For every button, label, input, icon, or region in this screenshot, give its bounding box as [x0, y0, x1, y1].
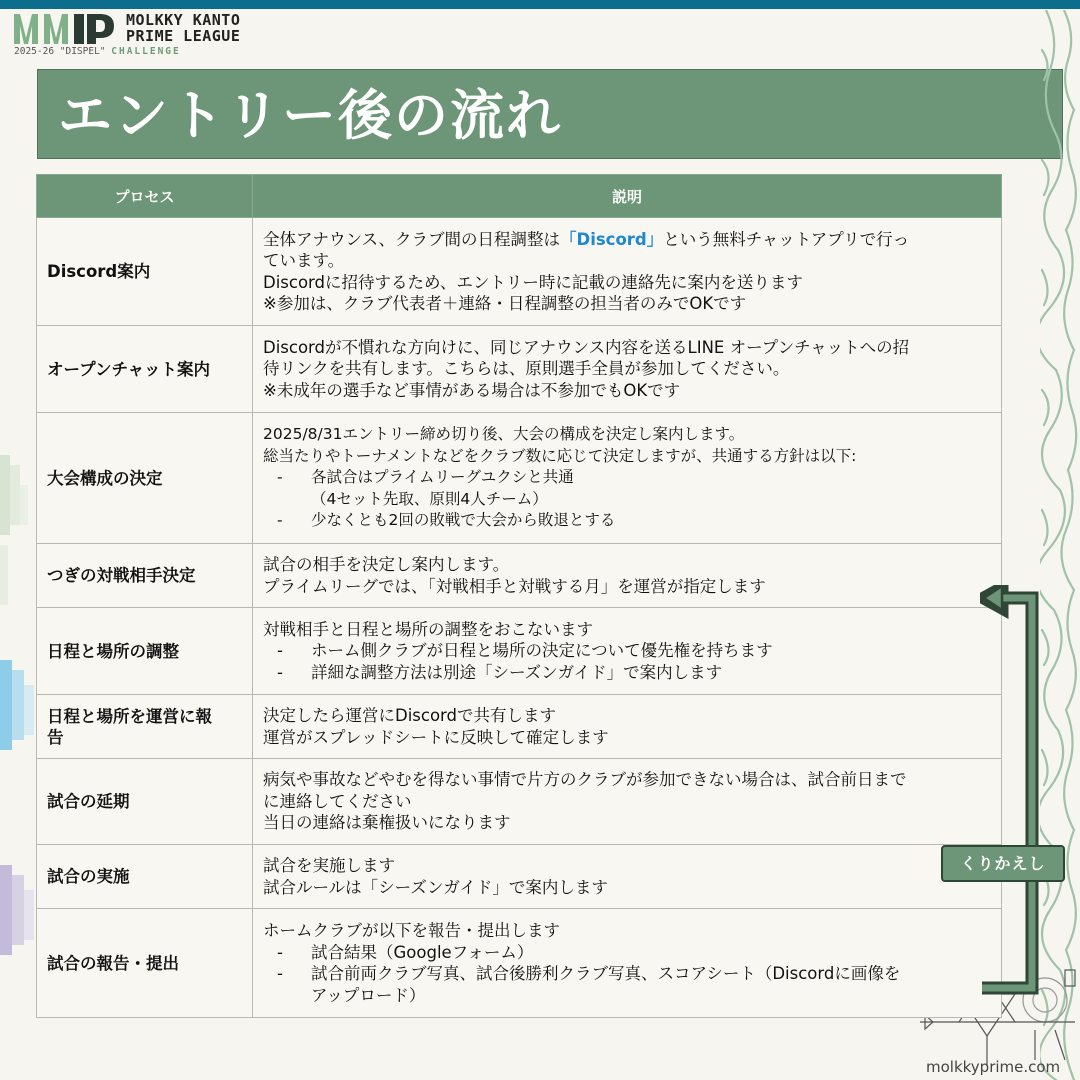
process-description	[253, 544, 1002, 608]
bullet-dash: -	[277, 662, 283, 682]
desc-line: 試合の相手を決定し案内します。	[263, 555, 510, 574]
bullet-dash: -	[277, 964, 283, 983]
desc-line: ホームクラブが以下を報告・提出します	[263, 921, 560, 940]
process-name: つぎの対戦相手決定	[37, 544, 253, 608]
desc-line: Discordに招待するため、エントリー時に記載の連絡先に案内を送ります	[263, 272, 803, 292]
desc-line: 総当たりやトーナメントなどをクラブ数に応じて決定しますが、共通する方針は以下:	[263, 446, 857, 465]
desc-line: プライムリーグでは、「対戦相手と対戦する月」を運営が指定します	[263, 576, 766, 596]
desc-text: 全体アナウンス、クラブ間の日程調整は	[263, 229, 560, 249]
logo-line-2: PRIME LEAGUE	[126, 27, 241, 45]
process-name-line: 日程と場所を運営に報	[47, 706, 212, 726]
page-title-banner	[37, 69, 1063, 159]
molkky-prime-league-logo	[12, 12, 117, 46]
bullet-dash: -	[277, 641, 283, 661]
league-logo	[12, 12, 252, 60]
loop-arrow-icon	[980, 585, 1040, 995]
site-url: molkkyprime.com	[926, 1058, 1061, 1076]
process-name: 大会構成の決定	[37, 413, 253, 544]
process-description	[253, 326, 1002, 413]
column-header-description: 説明	[253, 175, 1002, 218]
process-name: オープンチャット案内	[37, 326, 253, 413]
process-name: Discord案内	[37, 218, 253, 326]
desc-line: Discordが不慣れな方向けに、同じアナウンス内容を送るLINE オープンチャットへの招	[263, 337, 910, 357]
logo-season	[14, 46, 181, 57]
table-row	[37, 326, 1002, 413]
top-accent-bar	[0, 0, 1080, 9]
table-row	[37, 909, 1002, 1018]
pixel-gradient-decoration	[0, 455, 40, 955]
process-name: 試合の報告・提出	[37, 909, 253, 1018]
process-name	[37, 695, 253, 759]
bullet-text: 試合結果（Googleフォーム）	[311, 942, 534, 962]
process-description	[253, 759, 1002, 845]
bullet-line	[263, 942, 991, 964]
desc-line: 2025/8/31エントリー締め切り後、大会の構成を決定し案内します。	[263, 425, 745, 444]
process-name: 試合の延期	[37, 759, 253, 845]
process-description	[253, 608, 1002, 695]
table-row	[37, 695, 1002, 759]
table-row	[37, 845, 1002, 909]
loop-label: くりかえし	[941, 845, 1065, 882]
page-title: エントリー後の流れ	[58, 83, 562, 147]
desc-line: 病気や事故などやむを得ない事情で片方のクラブが参加できない場合は、試合前日まで	[263, 770, 907, 790]
season-text: 2025-26 "DISPEL"	[14, 46, 106, 57]
bullet-dash: -	[277, 511, 283, 530]
table-row	[37, 544, 1002, 608]
maze-pattern-decoration	[1040, 10, 1080, 1080]
table-row	[37, 608, 1002, 695]
desc-text: という無料チャットアプリで行っ	[663, 229, 910, 249]
table-header-row	[37, 175, 1002, 218]
process-name: 日程と場所の調整	[37, 608, 253, 695]
bullet-dash: -	[277, 468, 283, 487]
desc-line: に連絡してください	[263, 791, 412, 811]
desc-indent-line: アップロード）	[311, 985, 426, 1005]
table-row	[37, 413, 1002, 544]
process-name-line: 告	[47, 727, 64, 747]
desc-line: 対戦相手と日程と場所の調整をおこないます	[263, 619, 593, 639]
bullet-line	[263, 662, 991, 684]
process-description	[253, 218, 1002, 326]
column-header-process: プロセス	[37, 175, 253, 218]
desc-line: 試合ルールは「シーズンガイド」で案内します	[263, 877, 608, 897]
bullet-line	[263, 640, 991, 662]
table-row	[37, 218, 1002, 326]
table-row	[37, 759, 1002, 845]
challenge-text: CHALLENGE	[111, 46, 181, 57]
discord-highlight: 「Discord」	[560, 229, 664, 249]
process-name: 試合の実施	[37, 845, 253, 909]
bullet-line	[263, 963, 991, 985]
bullet-text: 各試合はプライムリーグユクシと共通	[311, 468, 574, 487]
bullet-text: ホーム側クラブが日程と場所の決定について優先権を持ちます	[311, 641, 773, 661]
desc-line: 運営がスプレッドシートに反映して確定します	[263, 727, 609, 747]
process-table	[36, 174, 1002, 1018]
bullet-text: 少なくとも2回の敗戦で大会から敗退とする	[311, 511, 616, 530]
process-description	[253, 413, 1002, 544]
bullet-line	[263, 510, 991, 532]
desc-indent-line: （4セット先取、原則4人チーム）	[311, 489, 548, 508]
desc-line: 待リンクを共有します。こちらは、原則選手全員が参加してください。	[263, 359, 790, 379]
process-description	[253, 909, 1002, 1018]
desc-line: ※参加は、クラブ代表者＋連絡・日程調整の担当者のみでOKです	[263, 294, 747, 313]
bullet-text: 試合前両クラブ写真、試合後勝利クラブ写真、スコアシート（Discordに画像を	[311, 964, 901, 983]
desc-line: ています。	[263, 251, 345, 270]
process-description	[253, 695, 1002, 759]
desc-line: 試合を実施します	[263, 856, 395, 875]
bullet-line	[263, 467, 991, 489]
desc-line: ※未成年の選手など事情がある場合は不参加でもOKです	[263, 380, 681, 400]
desc-line: 当日の連絡は棄権扱いになります	[263, 813, 511, 833]
process-description	[253, 845, 1002, 909]
bullet-dash: -	[277, 942, 283, 962]
desc-line: 決定したら運営にDiscordで共有します	[263, 706, 557, 725]
bullet-text: 詳細な調整方法は別途「シーズンガイド」で案内します	[311, 662, 723, 682]
logo-line-1: MOLKKY KANTO	[126, 11, 241, 29]
